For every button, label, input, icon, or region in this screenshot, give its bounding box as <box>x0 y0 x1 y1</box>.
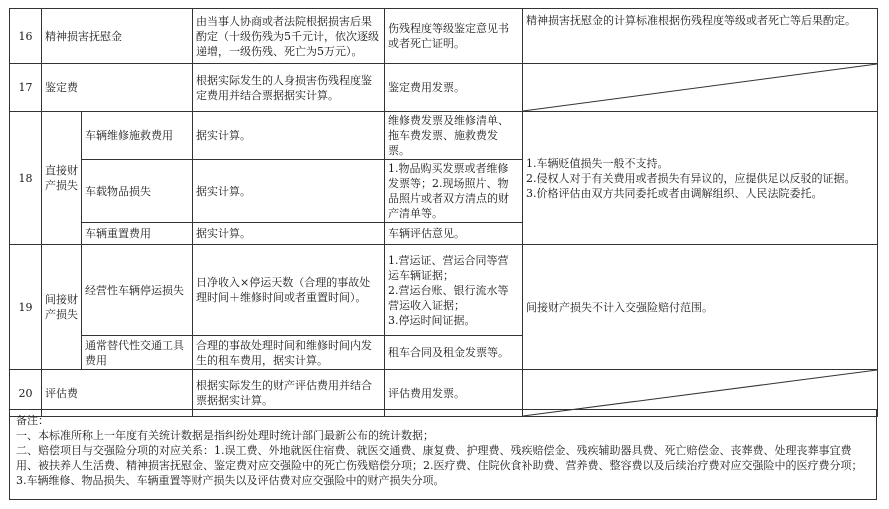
sub-item-name: 车载物品损失 <box>82 160 193 223</box>
remark-line: 3.价格评估由双方共同委托或者由调解组织、人民法院委托。 <box>526 186 823 200</box>
evidence: 伤残程度等级鉴定意见书或者死亡证明。 <box>385 9 523 64</box>
calc-method: 据实计算。 <box>193 160 385 223</box>
remark-line: 2.侵权人对于有关费用或者损失有异议的，应提供足以反驳的证据。 <box>526 171 856 185</box>
table-row <box>10 245 878 336</box>
calc-method: 由当事人协商或者法院根据损害后果酌定（十级伤残为5千元计，依次逐级递增，一级伤残、死亡为5万元）。 <box>193 9 385 64</box>
evidence: 车辆评估意见。 <box>385 223 523 245</box>
evidence: 评估费用发票。 <box>385 370 523 417</box>
table-row <box>10 64 878 112</box>
notes-line: 二、赔偿项目与交强险分项的对应关系：1.误工费、外地就医住宿费、就医交通费、康复费、护理费、残疾赔偿金、残疾辅助器具费、死亡赔偿金、丧葬费、处理丧葬事宜费用、被扶养人生活费、精神损害抚慰金、鉴定费对应交强险中的死亡伤残赔偿分项；2.医疗费、住院伙食补助费、营养费、整容费以及后续治疗费对应交强险中的医疗费分项；3.车辆维修、物品损失、车辆重置等财产损失以及评估费对应交强险中的财产损失分项。 <box>16 444 863 487</box>
calc-method: 据实计算。 <box>193 223 385 245</box>
sub-item-name: 车辆维修施救费用 <box>82 112 193 160</box>
calc-method: 根据实际发生的财产评估费用并结合票据据实计算。 <box>193 370 385 417</box>
row-number: 16 <box>10 9 42 64</box>
item-name: 鉴定费 <box>42 64 193 112</box>
empty-diagonal-cell <box>523 64 878 112</box>
compensation-table <box>9 8 878 417</box>
calc-method: 根据实际发生的人身损害伤残程度鉴定费用并结合票据据实计算。 <box>193 64 385 112</box>
calc-method: 据实计算。 <box>193 112 385 160</box>
evidence: 鉴定费用发票。 <box>385 64 523 112</box>
evidence-line: 3.停运时间证据。 <box>388 313 476 327</box>
evidence <box>385 245 523 336</box>
remarks: 间接财产损失不计入交强险赔付范围。 <box>523 245 878 370</box>
remarks: 精神损害抚慰金的计算标准根据伤残程度等级或者死亡等后果酌定。 <box>523 9 878 64</box>
row-number: 17 <box>10 64 42 112</box>
notes-box <box>9 409 877 500</box>
table-row <box>10 9 878 64</box>
group-name: 直接财产损失 <box>42 112 82 245</box>
notes-line: 一、本标准所称上一年度有关统计数据是指纠纷处理时统计部门最新公布的统计数据； <box>16 429 434 442</box>
sub-item-name: 经营性车辆停运损失 <box>82 245 193 336</box>
evidence: 1.物品购买发票或者维修发票等；2.现场照片、物品照片或者双方清点的财产清单等。 <box>385 160 523 223</box>
notes-title: 备注： <box>16 414 49 427</box>
evidence: 租车合同及租金发票等。 <box>385 336 523 370</box>
remark-line: 1.车辆贬值损失一般不支持。 <box>526 156 669 170</box>
item-name: 评估费 <box>42 370 193 417</box>
group-name: 间接财产损失 <box>42 245 82 370</box>
sub-item-name: 车辆重置费用 <box>82 223 193 245</box>
row-number: 18 <box>10 112 42 245</box>
calc-method: 合理的事故处理时间和维修时间内发生的租车费用，据实计算。 <box>193 336 385 370</box>
item-name: 精神损害抚慰金 <box>42 9 193 64</box>
evidence-line: 1.营运证、营运合同等营运车辆证据； <box>388 253 509 282</box>
diagonal-line <box>523 64 877 111</box>
evidence-line: 2.营运台账、银行流水等营运收入证据； <box>388 283 509 312</box>
calc-method: 日净收入×停运天数（合理的事故处理时间＋维修时间或者重置时间）。 <box>193 245 385 336</box>
remarks <box>523 112 878 245</box>
table-row <box>10 112 878 160</box>
evidence: 维修费发票及维修清单、拖车费发票、施救费发票。 <box>385 112 523 160</box>
row-number: 20 <box>10 370 42 417</box>
sub-item-name: 通常替代性交通工具费用 <box>82 336 193 370</box>
row-number: 19 <box>10 245 42 370</box>
